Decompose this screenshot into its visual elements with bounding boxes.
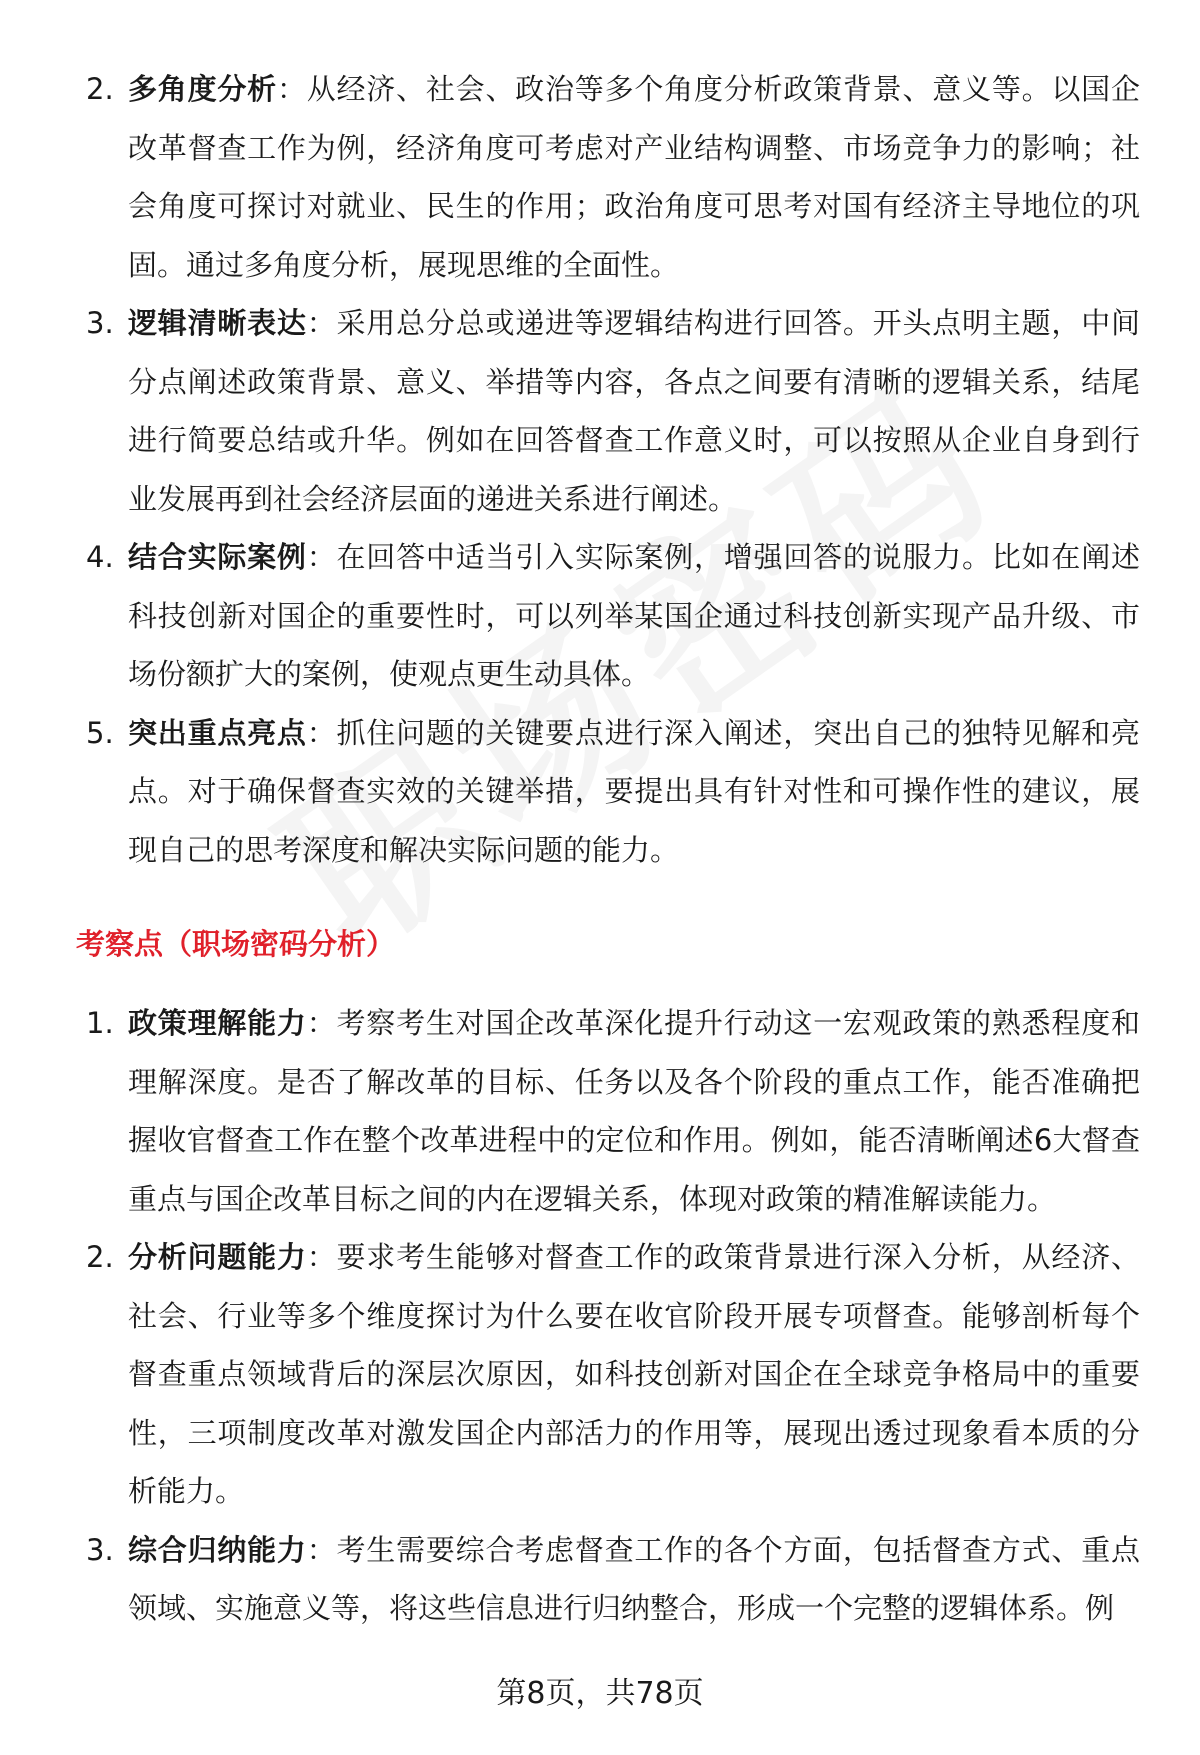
item-text: ：采用总分总或递进等逻辑结构进行回答。开头点明主题，中间分点阐述政策背景、意义、举措等内容，各点之间要有清晰的逻辑关系，结尾进行简要总结或升华。例如在回答督查工作意义时，可以按照从企业自身到行业发展再到社会经济层面的递进关系进行阐述。 — [128, 306, 1140, 516]
item-text: ：在回答中适当引入实际案例，增强回答的说服力。比如在阐述科技创新对国企的重要性时，可以列举某国企通过科技创新实现产品升级、市场份额扩大的案例，使观点更生动具体。 — [128, 540, 1140, 691]
list-item — [76, 60, 1140, 294]
item-number: 1. — [86, 1006, 114, 1040]
item-number: 2. — [86, 72, 114, 106]
assessment-points-list — [76, 994, 1140, 1638]
list-item — [76, 1521, 1140, 1638]
item-text: ：要求考生能够对督查工作的政策背景进行深入分析，从经济、社会、行业等多个维度探讨为什么要在收官阶段开展专项督查。能够剖析每个督查重点领域背后的深层次原因，如科技创新对国企在全球竞争格局中的重要性，三项制度改革对激发国企内部活力的作用等，展现出透过现象看本质的分析能力。 — [128, 1240, 1140, 1508]
item-term: 综合归纳能力 — [128, 1532, 307, 1567]
item-term: 逻辑清晰表达 — [128, 306, 307, 340]
item-text: ：抓住问题的关键要点进行深入阐述，突出自己的独特见解和亮点。对于确保督查实效的关键举措，要提出具有针对性和可操作性的建议，展现自己的思考深度和解决实际问题的能力。 — [128, 715, 1140, 867]
item-text: ：考生需要综合考虑督查工作的各个方面，包括督查方式、重点领域、实施意义等，将这些信息进行归纳整合，形成一个完整的逻辑体系。例 — [128, 1532, 1140, 1625]
list-item — [76, 704, 1140, 880]
answer-tips-list — [76, 60, 1140, 879]
item-term: 突出重点亮点 — [128, 715, 307, 750]
item-number: 3. — [86, 1532, 114, 1567]
item-number: 4. — [86, 540, 114, 574]
item-term: 政策理解能力 — [128, 1006, 307, 1040]
list-item — [76, 528, 1140, 704]
item-text: ：从经济、社会、政治等多个角度分析政策背景、意义等。以国企改革督查工作为例，经济角度可考虑对产业结构调整、市场竞争力的影响；社会角度可探讨对就业、民生的作用；政治角度可思考对国有经济主导地位的巩固。通过多角度分析，展现思维的全面性。 — [128, 72, 1140, 282]
item-term: 多角度分析 — [128, 72, 277, 106]
list-item — [76, 294, 1140, 528]
item-term: 结合实际案例 — [128, 540, 307, 574]
page-number: 第8页，共78页 — [496, 1676, 704, 1711]
item-text: ：考察考生对国企改革深化提升行动这一宏观政策的熟悉程度和理解深度。是否了解改革的目标、任务以及各个阶段的重点工作，能否准确把握收官督查工作在整个改革进程中的定位和作用。例如，能否清晰阐述6大督查重点与国企改革目标之间的内在逻辑关系，体现对政策的精准解读能力。 — [128, 1006, 1140, 1216]
item-number: 3. — [86, 306, 114, 340]
list-item — [76, 994, 1140, 1228]
item-term: 分析问题能力 — [128, 1240, 307, 1274]
item-number: 5. — [86, 715, 114, 750]
item-number: 2. — [86, 1240, 114, 1274]
section-heading: 考察点（职场密码分析） — [76, 927, 396, 961]
list-item — [76, 1228, 1140, 1521]
